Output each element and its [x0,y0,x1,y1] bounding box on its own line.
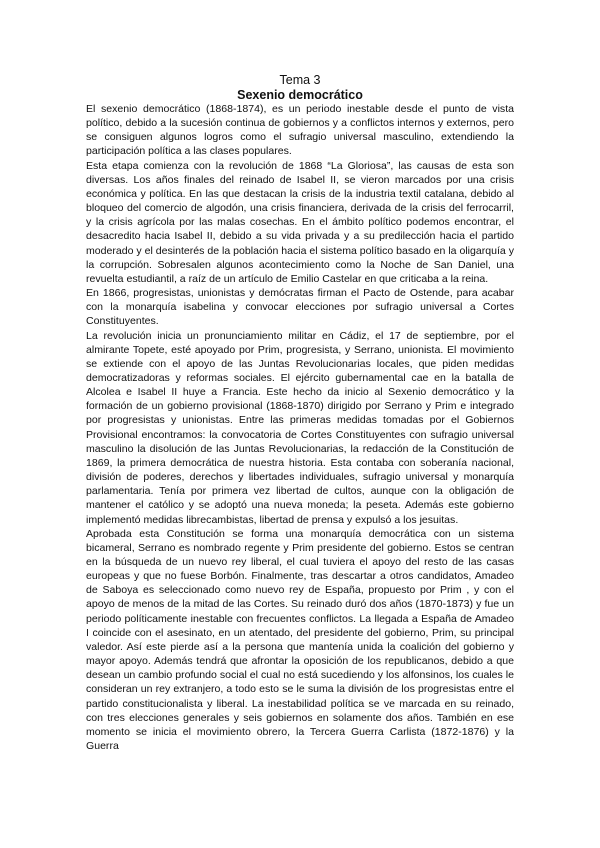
document-body [86,102,514,753]
paragraph-causes: Esta etapa comienza con la revolución de 1868 “La Gloriosa”, las causas de esta son diversas. Los años finales del reinado de Isabel II, se vieron marcados por una crisis económica y política. En las que destacan la crisis de la industria textil catalana, debido al bloqueo del comercio de algodón, una crisis financiera, derivada de la crisis del ferrocarril, y la crisis agrícola por las malas cosechas. En el ámbito político podemos encontrar, el desacredito hacia Isabel II, debido a su vida privada y a su predilección hacia el partido moderado y el desinterés de la población hacia el sistema político basado en la oligarquía y la corrupción. Sobresalen algunos acontecimiento como la Noche de San Daniel, una revuelta estudiantil, a raíz de un artículo de Emilio Castelar en que criticaba a la reina. [86,159,514,285]
paragraph-intro: El sexenio democrático (1868-1874), es un periodo inestable desde el punto de vista político, debido a la sucesión continua de gobiernos y a conflictos internos y externos, pero se consiguen algunos logros como el sufragio universal masculino, extendiendo la participación política a las clases populares. [86,103,514,158]
paragraph-revolution: La revolución inicia un pronunciamiento militar en Cádiz, el 17 de septiembre, por el almirante Topete, esté apoyado por Prim, progresista, y Serrano, unionista. El movimiento se extiende con el apoyo de las Juntas Revolucionarias locales, que piden medidas democratizadoras y reformas sociales. El ejército gubernamental cae en la batalla de Alcolea e Isabel II huye a Francia. Este hecho da inicio al Sexenio democrático y la formación de un gobierno provisional (1868-1870) dirigido por Serrano y Prim e integrado por progresistas y unionistas. Entre las primeras medidas tomadas por el Gobiernos Provisional encontramos: la convocatoria de Cortes Constituyentes con sufragio universal masculino la disolución de las Juntas Revolucionarias, la redacción de la Constitución de 1869, la primera democrática de nuestra historia. Esta contaba con soberanía nacional, división de poderes, derechos y libertades individuales, sufragio universal y monarquía parlamentaria. Tenía por primera vez libertad de cultos, aunque con la obligación de mantener el católico y se adoptó una nueva moneda; la peseta. Además este gobierno implementó medidas librecambistas, libertad de prensa y expulsó a los jesuitas. [86,329,514,526]
document-subject: Tema 3 [279,73,321,87]
document-header [0,73,600,103]
paragraph-pacto-ostende: En 1866, progresistas, unionistas y demócratas firman el Pacto de Ostende, para acabar con la monarquía isabelina y convocar elecciones por sufragio universal a Cortes Constituyentes. [86,287,514,328]
paragraph-amadeo: Aprobada esta Constitución se forma una monarquía democrática con un sistema bicameral, Serrano es nombrado regente y Prim presidente del gobierno. Estos se centran en la búsqueda de un nuevo rey liberal, el cual tuviera el apoyo del resto de las casas europeas y que no fuese Borbón. Finalmente, tras descartar a otros candidatos, Amadeo de Saboya es seleccionado como nuevo rey de España, propuesto por Prim , y con el apoyo de menos de la mitad de las Cortes. Su reinado duró dos años (1870-1873) y fue un periodo políticamente inestable con frecuentes conflictos. La llegada a España de Amadeo I coincide con el asesinato, en un atentado, del presidente del gobierno, Prim, su principal valedor. Así este pierde así a la persona que mantenía unida la coalición del gobierno y mayor apoyo. Además tendrá que afrontar la oposición de los republicanos, debido a que desean un cambio profundo social el cual no está sucediendo y los alfonsinos, los cuales le consideran un rey extranjero, a todo esto se le suma la división de los progresistas entre el partido constitucionalista y liberal. La inestabilidad política se ve marcada en su reinado, con tres elecciones generales y seis gobiernos en solamente dos años. También en ese momento se inicia el movimiento obrero, la Tercera Guerra Carlista (1872-1876) y la Guerra [86,527,514,753]
document-title: Sexenio democrático [237,88,363,102]
